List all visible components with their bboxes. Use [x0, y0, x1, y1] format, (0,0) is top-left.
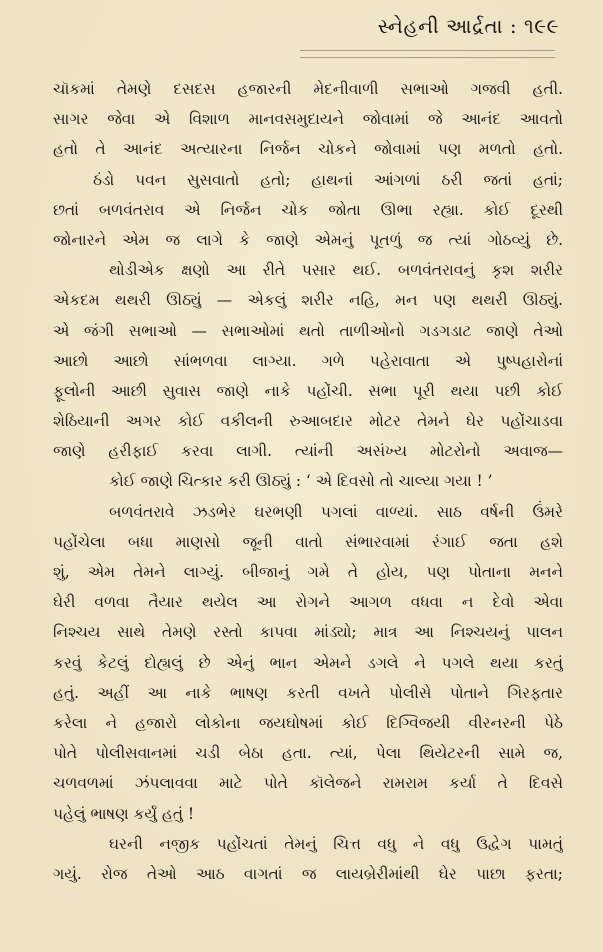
- paragraph-start-line: ઠંડો પવન સુસવાતો હતો; હાથનાં આંગળાં ઠરી જતાં હતાં;: [93, 170, 563, 189]
- paragraph-start-line: કોઈ જાણે ચિત્કાર કરી ઊઠ્યું : ‘ એ દિવસો તો ચાલ્યા ગયા ! ’: [109, 472, 493, 491]
- text-line: છતાં બળવંતરાવ એ નિર્જન ચોક જોતા ઊભા રહ્યા. કોઈ દૂરથી: [53, 200, 563, 219]
- text-line: હતું. અહીં આ નાકે ભાષણ કરતી વખતે પોલીસે પોતાને ગિરફતાર: [53, 683, 563, 702]
- running-header: સ્નેહની આર્દ્રતા : ૧૯૯: [377, 14, 559, 38]
- text-line: નિશ્ચય સાથે તેમણે રસ્તો કાપવા માંડ્યો; માત્ર આ નિશ્ચયનું પાલન: [53, 623, 563, 642]
- text-line: ફૂલોની આછી સુવાસ જાણે નાકે પહોંચી. સભા પૂરી થયા પછી કોઈ: [53, 381, 563, 400]
- text-line: પહોંચેલા બધા માણસો જૂની વાતો સંભારવામાં રંગાઈ જતા હશે: [53, 532, 563, 551]
- paragraph-start-line: થોડીએક ક્ષણો આ રીતે પસાર થઈ. બળવંતરાવનું કૃશ શરીર: [109, 261, 563, 280]
- paragraph-start-line: બળવંતરાવે ઝડભેર ઘરભણી પગલાં વાળ્યાં. સાઠ વર્ષની ઉંમરે: [109, 502, 563, 521]
- text-line: હતો તે આનંદ અત્યારના નિર્જન ચોકને જોવામાં પણ મળતો હતો.: [53, 140, 563, 159]
- text-line: જાણે હરીફાઈ કરવા લાગી. ત્યાંની અસંખ્ય મોટરોનો અવાજ—: [53, 442, 563, 461]
- text-line: આછો આછો સાંભળવા લાગ્યા. ગળે પહેરાવાતા એ પુષ્પહારોનાં: [53, 351, 563, 370]
- text-line: ઘેરી વળવા તૈયાર થયેલ આ રોગને આગળ વધવા ન દેવો એવા: [53, 593, 563, 612]
- header-rule: [300, 50, 555, 58]
- text-line: ગયું. રોજ તેઓ આઠ વાગતાં જ લાયબ્રેરીમાંથી ઘેર પાછા ફરતા;: [53, 864, 563, 883]
- body-text: [53, 74, 563, 889]
- text-line: એકદમ થથરી ઊઠ્યું — એકલું શરીર નહિ, મન પણ થથરી ઊઠ્યું.: [53, 291, 563, 310]
- text-line: કરવું કેટલું દોહ્યલું છે એનું ભાન એમને ડગલે ને પગલે થયા કરતું: [53, 653, 563, 672]
- text-line: એ જંગી સભાઓ — સભાઓમાં થતો તાળીઓનો ગડગડાટ જાણે તેઓ: [53, 321, 563, 340]
- text-line: શેઠિયાની અગર કોઈ વકીલની રુઆબદાર મોટર તેમને ઘેર પહોંચાડવા: [53, 412, 563, 431]
- text-line: કરેલા ને હજારો લોકોના જયઘોષમાં કોઈ દિગ્વિજયી વીરનરની પેઠે: [53, 713, 563, 732]
- text-line: પોતે પોલીસવાનમાં ચડી બેઠા હતા. ત્યાં, પેલા થિયેટરની સામે જ,: [53, 744, 563, 763]
- text-line: જોનારને એમ જ લાગે કે જાણે એમનું પૂતળું જ ત્યાં ગોઠવ્યું છે.: [53, 230, 563, 249]
- text-line: પહેલું ભાષણ કર્યું હતું !: [53, 804, 195, 823]
- text-line: ચળવળમાં ઝંપલાવવા માટે પોતે કૉલેજને રામરામ કર્યા તે દિવસે: [53, 774, 563, 793]
- paragraph-start-line: ઘરની નજીક પહોંચતાં તેમનું ચિત્ત વધુ ને વધુ ઉદ્વેગ પામતું: [109, 834, 563, 853]
- text-line: શું, એમ તેમને લાગ્યું. બીજાનું ગમે તે હોય, પણ પોતાના મનને: [53, 563, 563, 581]
- text-line: સાગર જેવા એ વિશાળ માનવસમુદાયને જોવામાં જે આનંદ આવતો: [53, 110, 563, 129]
- text-line: ચૉકમાં તેમણે દસદસ હજારની મેદનીવાળી સભાઓ ગજવી હતી.: [53, 80, 563, 98]
